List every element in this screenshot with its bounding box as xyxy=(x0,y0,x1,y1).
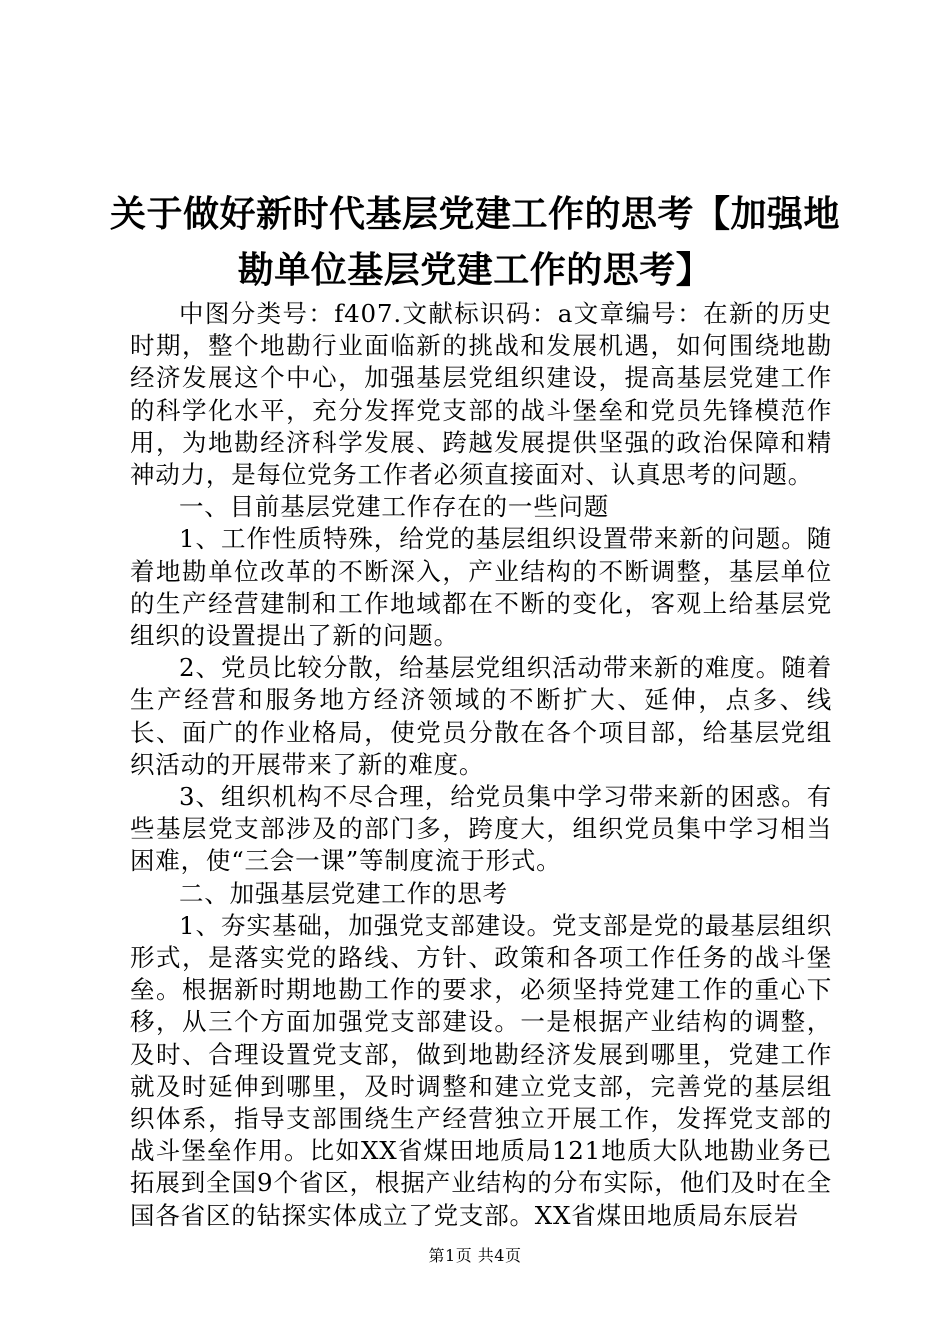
page-footer: 第1页 共4页 xyxy=(428,1246,522,1265)
paragraph-issue-2: 2、党员比较分散，给基层党组织活动带来新的难度。随着生产经营和服务地方经济领域的不断扩大、延伸，点多、线长、面广的作业格局，使党员分散在各个项目部，给基层党组织活动的开展带来了新的难度。 xyxy=(130,653,832,779)
paragraph-thought-1: 1、夯实基础，加强党支部建设。党支部是党的最基层组织形式，是落实党的路线、方针、政策和各项工作任务的战斗堡垒。根据新时期地勘工作的要求，必须坚持党建工作的重心下移，从三个方面加强党支部建设。一是根据产业结构的调整，及时、合理设置党支部，做到地勘经济发展到哪里，党建工作就及时延伸到哪里，及时调整和建立党支部，完善党的基层组织体系，指导支部围绕生产经营独立开展工作，发挥党支部的战斗堡垒作用。比如XX省煤田地质局121地质大队地勘业务已拓展到全国9个省区，根据产业结构的分布实际，他们及时在全国各省区的钻探实体成立了党支部。XX省煤田地质局东辰岩 xyxy=(130,910,832,1230)
paragraph-issue-3: 3、组织机构不尽合理，给党员集中学习带来新的困惑。有些基层党支部涉及的部门多，跨度大，组织党员集中学习相当困难，使“三会一课”等制度流于形式。 xyxy=(130,782,832,876)
section-heading-1: 一、目前基层党建工作存在的一些问题 xyxy=(179,492,610,522)
section-heading-2: 二、加强基层党建工作的思考 xyxy=(179,878,508,908)
paragraph-issue-1: 1、工作性质特殊，给党的基层组织设置带来新的问题。随着地勘单位改革的不断深入，产业结构的不断调整，基层单位的生产经营建制和工作地域都在不断的变化，客观上给基层党组织的设置提出了新的问题。 xyxy=(130,524,832,651)
document-body xyxy=(130,298,832,1232)
paragraph-abstract: 中图分类号：f407.文献标识码：a文章编号：在新的历史时期，整个地勘行业面临新的挑战和发展机遇，如何围绕地勘经济发展这个中心，加强基层党组织建设，提高基层党建工作的科学化水平，充分发挥党支部的战斗堡垒和党员先锋模范作用，为地勘经济科学发展、跨越发展提供坚强的政治保障和精神动力，是每位党务工作者必须直接面对、认真思考的问题。 xyxy=(130,299,832,490)
document-title: 关于做好新时代基层党建工作的思考【加强地勘单位基层党建工作的思考】 xyxy=(110,193,841,291)
